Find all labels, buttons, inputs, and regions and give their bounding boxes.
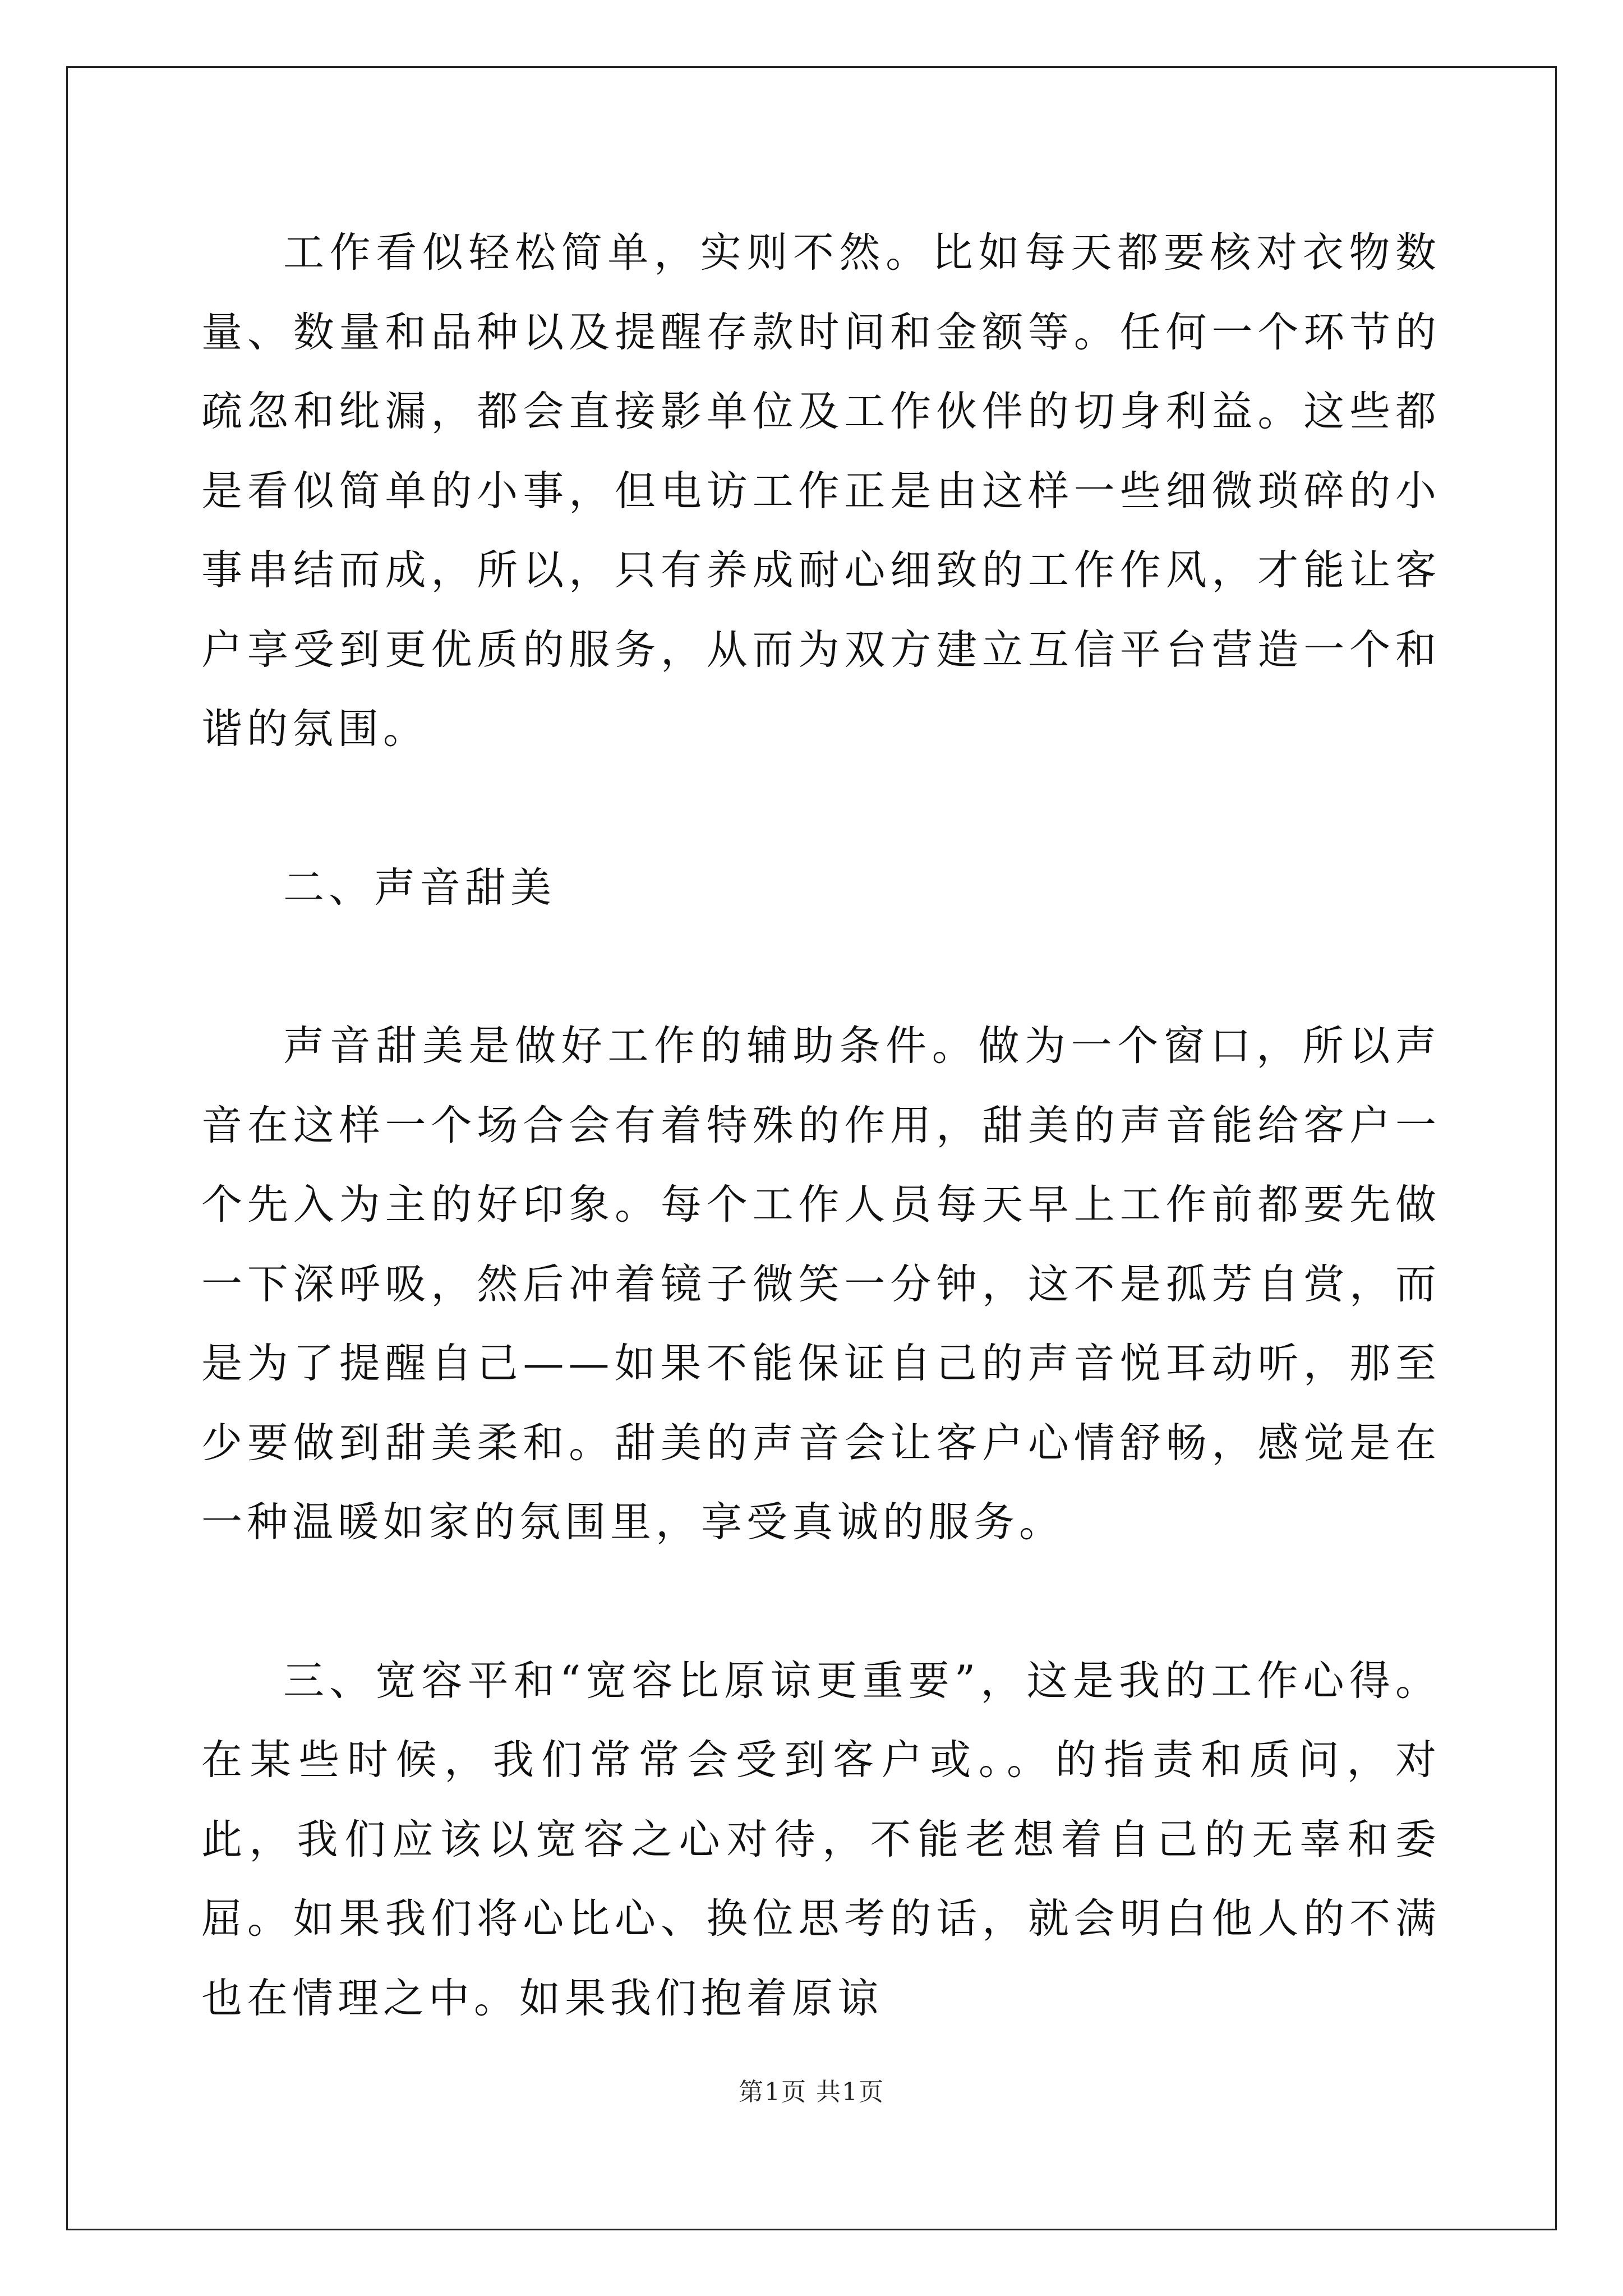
- paragraph-work-attitude: 工作看似轻松简单，实则不然。比如每天都要核对衣物数量、数量和品种以及提醒存款时间和金额等。任何一个环节的疏忽和纰漏，都会直接影单位及工作伙伴的切身利益。这些都是看似简单的小事，但电访工作正是由这样一些细微琐碎的小事串结而成，所以，只有养成耐心细致的工作作风，才能让客户享受到更优质的服务，从而为双方建立互信平台营造一个和谐的氛围。: [201, 229, 1441, 753]
- paragraph-tolerance: 三、宽容平和“宽容比原谅更重要”，这是我的工作心得。在某些时候，我们常常会受到客户或。。的指责和质问，对此，我们应该以宽容之心对待，不能老想着自己的无辜和委屈。如果我们将心比心、换位思考的话，就会明白他人的不满也在情理之中。如果我们抱着原谅: [201, 1657, 1441, 2022]
- page-footer: 第1页 共1页: [739, 2078, 884, 2106]
- paragraph-sweet-voice: 声音甜美是做好工作的辅助条件。做为一个窗口，所以声音在这样一个场合会有着特殊的作用，甜美的声音能给客户一个先入为主的好印象。每个工作人员每天早上工作前都要先做一下深呼吸，然后冲着镜子微笑一分钟，这不是孤芳自赏，而是为了提醒自己——如果不能保证自己的声音悦耳动听，那至少要做到甜美柔和。甜美的声音会让客户心情舒畅，感觉是在一种温暖如家的氛围里，享受真诚的服务。: [201, 1022, 1441, 1546]
- document-body: [201, 213, 1441, 2038]
- section-heading-sweet-voice: 二、声音甜美: [283, 863, 556, 912]
